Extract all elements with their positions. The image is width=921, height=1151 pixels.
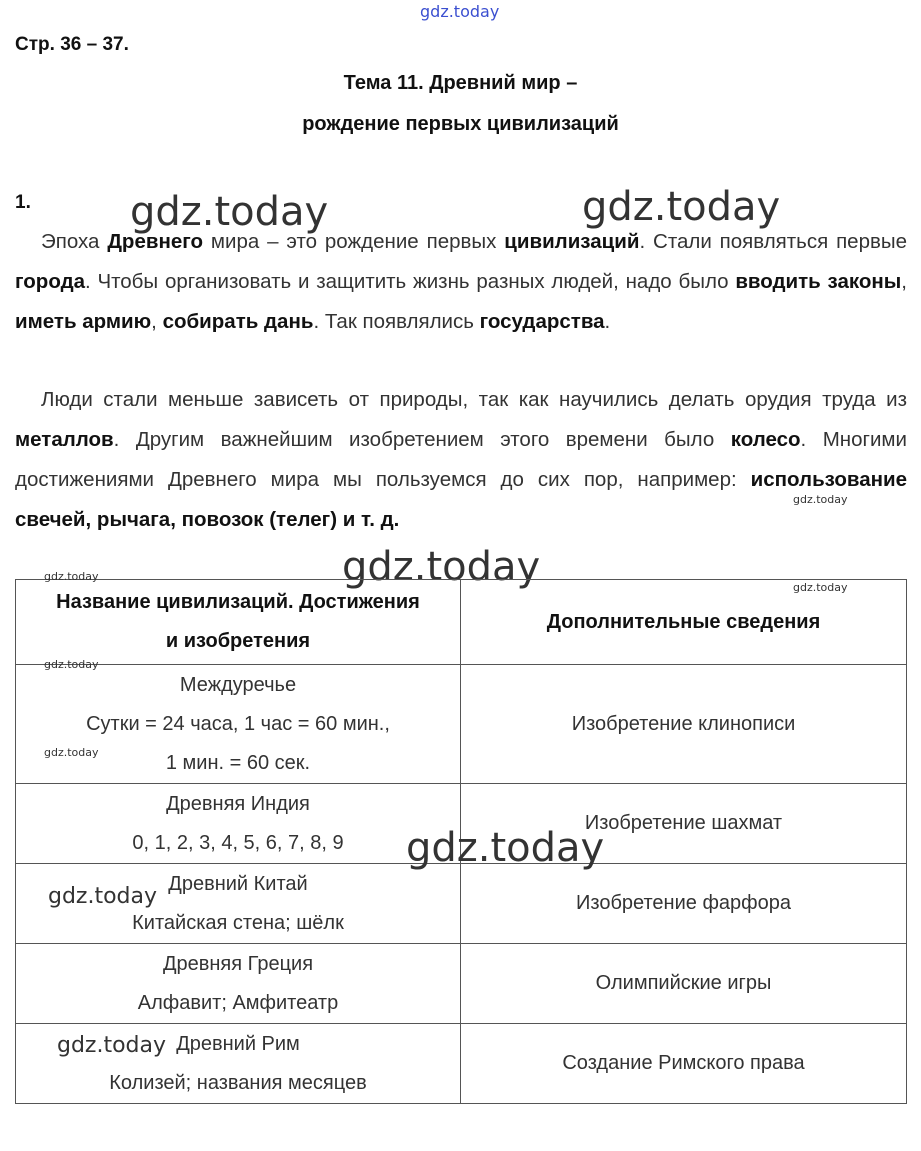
watermark: gdz.today — [130, 189, 329, 235]
info-cell: Изобретение клинописи — [461, 665, 907, 784]
watermark: gdz.today — [793, 581, 848, 594]
watermark: gdz.today — [44, 658, 99, 671]
watermark: gdz.today — [44, 570, 99, 583]
watermark: gdz.today — [57, 1033, 167, 1058]
watermark: gdz.today — [420, 2, 500, 21]
table-row — [16, 665, 907, 784]
task-number: 1. — [15, 192, 31, 213]
watermark: gdz.today — [48, 884, 158, 909]
paragraph-1: Эпоха Древнего мира – это рождение первых цивилизаций. Стали появляться первые города. Чтобы организовать и защитить жизнь разных людей, надо было вводить законы, иметь армию, собирать дань. Так появлялись государства. — [15, 230, 907, 333]
paragraph-2: Люди стали меньше зависеть от природы, так как научились делать орудия труда из металлов. Другим важнейшим изобретением этого времени было колесо. Многими достижениями Древнего мира мы пользуемся до сих пор, например: использование свечей, рычага, повозок (телег) и т. д. — [15, 388, 907, 531]
table-header-row — [16, 580, 907, 665]
header-civilizations: Название цивилизаций. Достижения и изобретения — [16, 580, 461, 665]
watermark: gdz.today — [793, 493, 848, 506]
header-additional-info: Дополнительные сведения — [461, 580, 907, 665]
info-cell: Изобретение шахмат — [461, 784, 907, 864]
watermark: gdz.today — [406, 825, 605, 871]
civilization-cell: Междуречье Сутки = 24 часа, 1 час = 60 мин., 1 мин. = 60 сек. — [16, 665, 461, 784]
info-cell: Создание Римского права — [461, 1024, 907, 1104]
watermark: gdz.today — [44, 746, 99, 759]
watermark: gdz.today — [342, 544, 541, 590]
table-row — [16, 944, 907, 1024]
watermark: gdz.today — [582, 184, 781, 230]
page-reference: Стр. 36 – 37. — [15, 34, 129, 55]
civilization-cell: Древний Китай Китайская стена; шёлк — [16, 864, 461, 944]
info-cell: Изобретение фарфора — [461, 864, 907, 944]
info-cell: Олимпийские игры — [461, 944, 907, 1024]
topic-title: Тема 11. Древний мир – — [343, 72, 578, 94]
civilization-cell: Древний Рим Колизей; названия месяцев — [16, 1024, 461, 1104]
civilization-cell: Древняя Индия 0, 1, 2, 3, 4, 5, 6, 7, 8, 9 — [16, 784, 461, 864]
civilization-cell: Древняя Греция Алфавит; Амфитеатр — [16, 944, 461, 1024]
topic-subtitle: рождение первых цивилизаций — [302, 113, 619, 135]
